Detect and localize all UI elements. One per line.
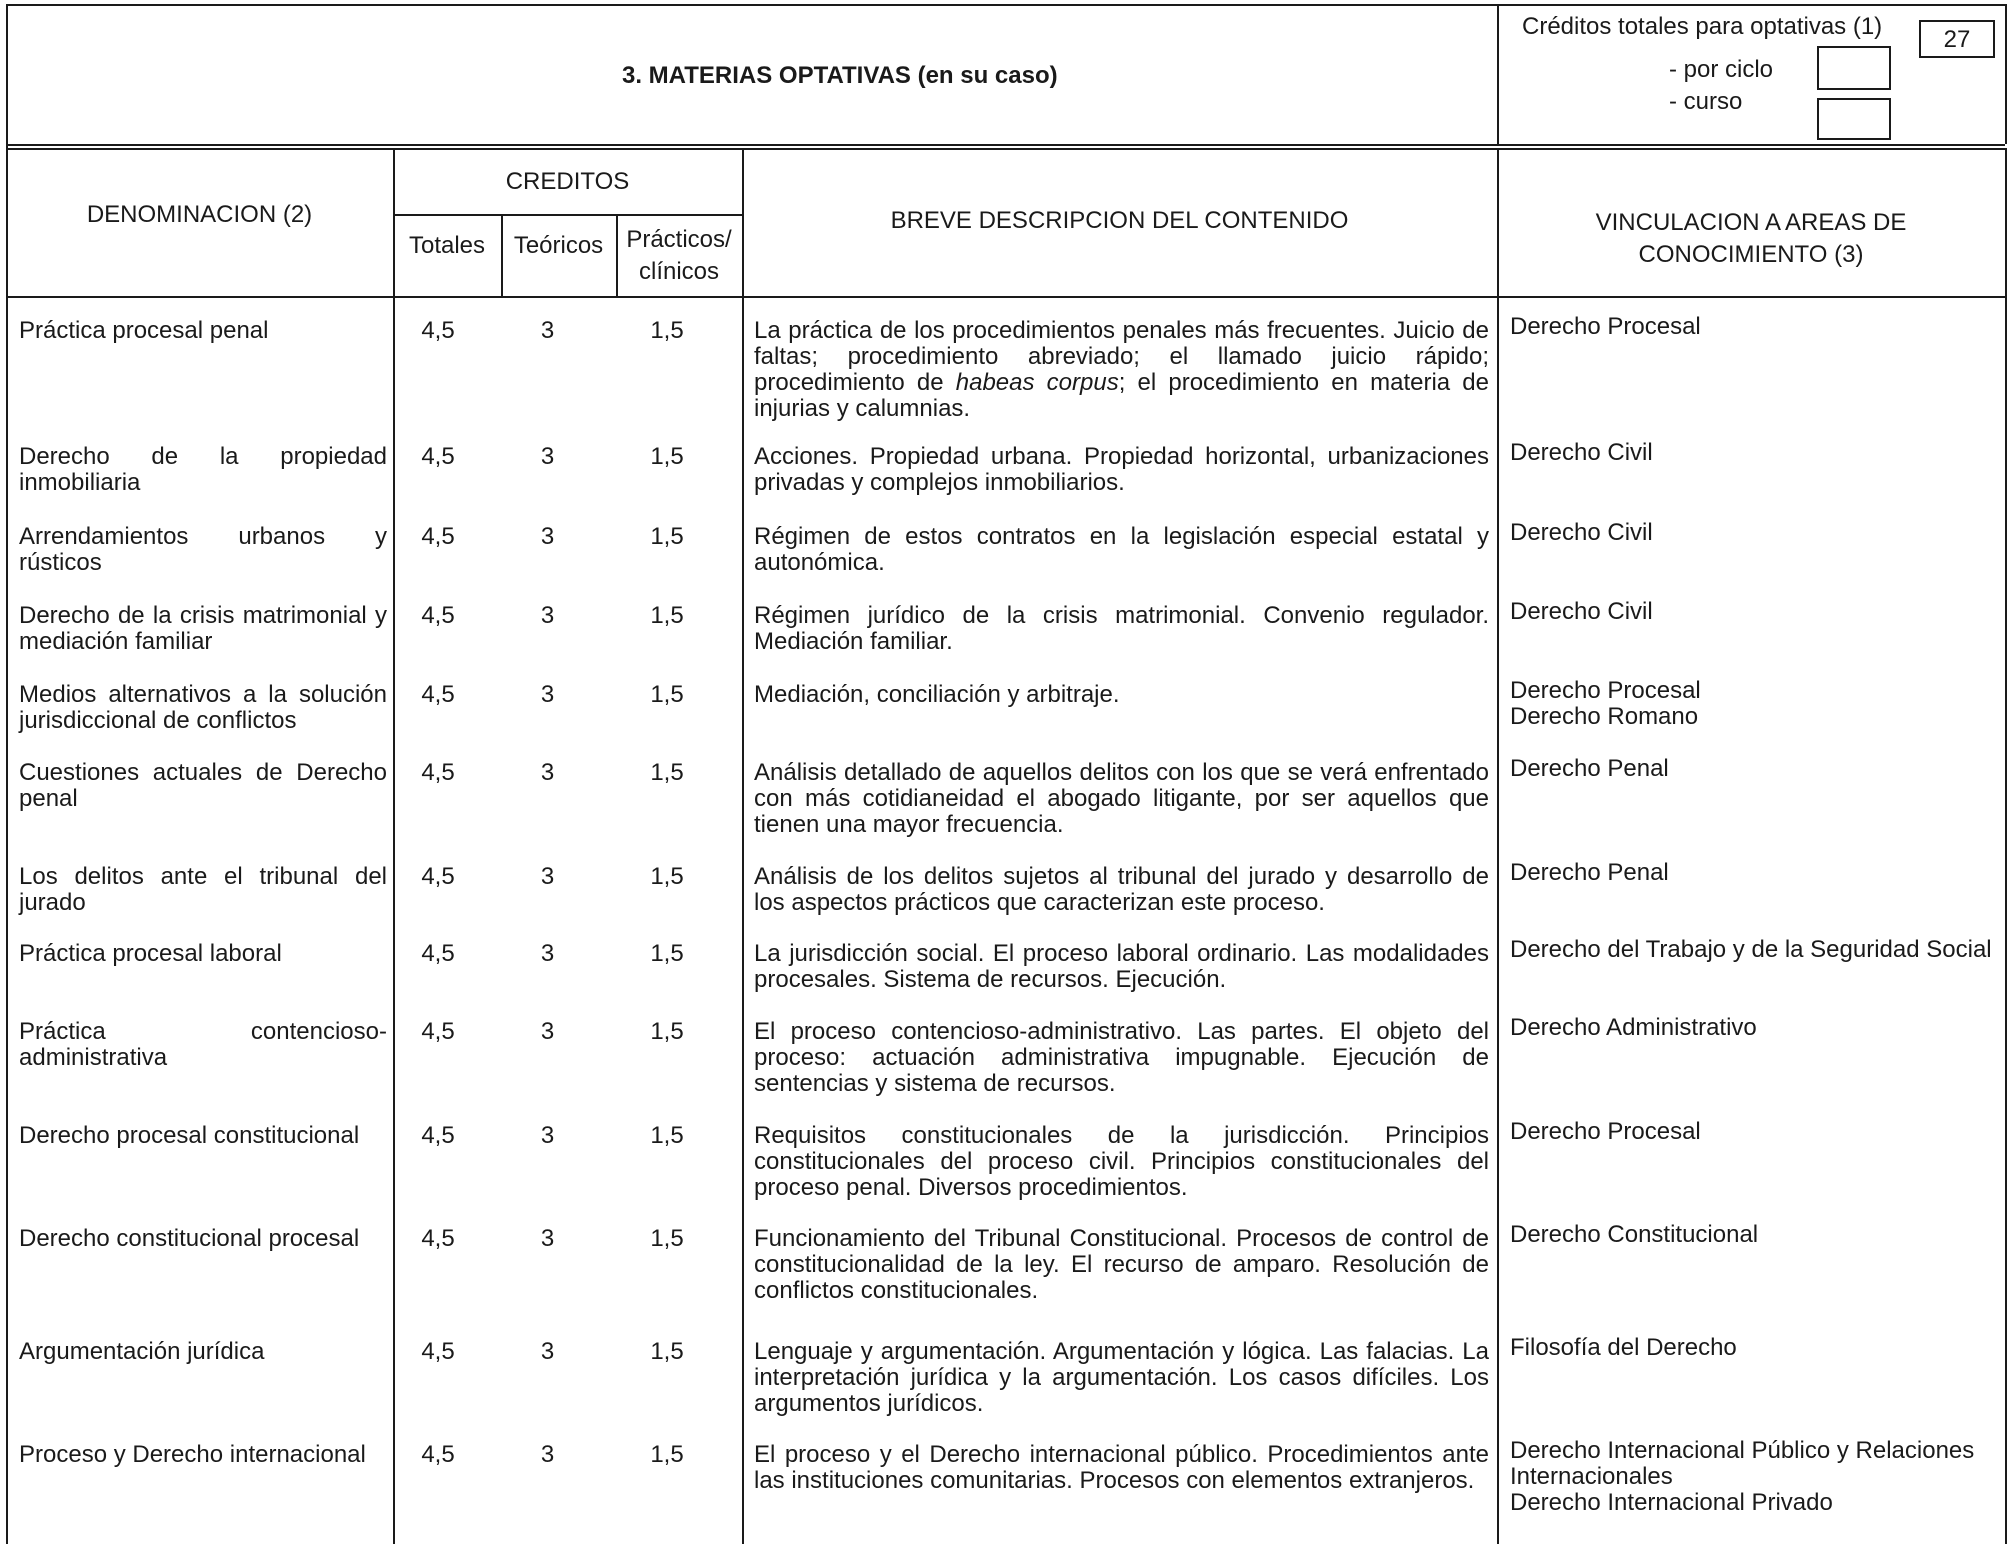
row-area <box>1510 678 2002 730</box>
row-name: Medios alternativos a la solución jurisdiccional de conflictos <box>19 681 387 734</box>
row-totales: 4,5 <box>421 1225 455 1252</box>
row-totales: 4,5 <box>421 759 455 786</box>
row-area <box>1510 1119 2002 1145</box>
row-area <box>1510 599 2002 625</box>
row-practicos: 1,5 <box>650 317 684 344</box>
row-name: Derecho constitucional procesal <box>19 1225 360 1252</box>
row-area <box>1510 860 2002 886</box>
row-practicos: 1,5 <box>650 1441 684 1468</box>
row-practicos: 1,5 <box>650 443 684 470</box>
row-practicos: 1,5 <box>650 523 684 550</box>
creditos-subheader-line <box>393 214 742 216</box>
row-description: Funcionamiento del Tribunal Constitucional. Procesos de control de constitucionalidad de la ley. El recurso de amparo. Resolución de conflictos constitucionales. <box>754 1225 1489 1304</box>
row-totales: 4,5 <box>421 1122 455 1149</box>
row-teoricos: 3 <box>540 1441 555 1468</box>
row-name: Argumentación jurídica <box>19 1338 265 1365</box>
area-item: Derecho Civil <box>1510 519 1653 546</box>
area-item: Derecho Internacional Privado <box>1510 1489 1833 1516</box>
row-description: La jurisdicción social. El proceso laboral ordinario. Las modalidades procesales. Sistema de recursos. Ejecución. <box>754 940 1489 993</box>
header-teoricos: Teóricos <box>513 232 604 259</box>
header-creditos: CREDITOS <box>505 168 630 195</box>
row-area <box>1510 520 2002 546</box>
per-cycle-label: - por ciclo <box>1669 56 1774 83</box>
right-border-top <box>2005 4 2007 144</box>
column-header-top-border <box>6 148 2005 150</box>
row-description: Análisis detallado de aquellos delitos con los que se verá enfrentado con más cotidianeidad el abogado litigante, por ser aquellos que tienen una mayor frecuencia. <box>754 759 1489 838</box>
row-description-part: ; el procedimiento en materia de injurias y calumnias. <box>754 369 1489 422</box>
row-description: Análisis de los delitos sujetos al tribunal del jurado y desarrollo de los aspectos prácticos que caracterizan este proceso. <box>754 863 1489 916</box>
row-name: Derecho de la propiedad inmobiliaria <box>19 443 387 496</box>
row-totales: 4,5 <box>421 681 455 708</box>
row-description <box>754 318 1489 422</box>
header-practicos-line2: clínicos <box>638 258 720 285</box>
row-teoricos: 3 <box>540 317 555 344</box>
area-item: Derecho Civil <box>1510 598 1653 625</box>
right-border-body <box>2005 296 2007 1544</box>
total-credits-label: Créditos totales para optativas (1) <box>1522 13 1883 40</box>
row-totales: 4,5 <box>421 602 455 629</box>
row-description-italic: habeas corpus <box>955 369 1119 396</box>
row-description: Mediación, conciliación y arbitraje. <box>754 681 1120 708</box>
right-border-header <box>2005 148 2007 296</box>
row-teoricos: 3 <box>540 1018 555 1045</box>
per-course-label: - curso <box>1669 88 1743 115</box>
area-item: Derecho Penal <box>1510 755 1669 782</box>
header-bottom-border <box>6 144 2005 146</box>
row-teoricos: 3 <box>540 443 555 470</box>
row-area <box>1510 1335 2002 1361</box>
row-teoricos: 3 <box>540 863 555 890</box>
row-totales: 4,5 <box>421 317 455 344</box>
row-practicos: 1,5 <box>650 1225 684 1252</box>
column-header-bottom-border <box>6 296 2005 298</box>
row-description: El proceso y el Derecho internacional público. Procedimientos ante las instituciones comunitarias. Procesos con elementos extranjeros. <box>754 1441 1489 1494</box>
row-name: Práctica contencioso-administrativa <box>19 1018 387 1071</box>
section-title: 3. MATERIAS OPTATIVAS (en su caso) <box>622 62 1058 89</box>
header-divider <box>1497 4 1499 144</box>
total-credits-value: 27 <box>1943 26 1971 53</box>
per-cycle-box <box>1817 46 1891 90</box>
area-item: Derecho Internacional Público y Relaciones Internacionales <box>1510 1437 1975 1490</box>
row-name: Proceso y Derecho internacional <box>19 1441 366 1468</box>
row-totales: 4,5 <box>421 1338 455 1365</box>
left-border <box>6 4 8 1544</box>
row-totales: 4,5 <box>421 523 455 550</box>
row-totales: 4,5 <box>421 940 455 967</box>
row-teoricos: 3 <box>540 523 555 550</box>
row-area <box>1510 937 2002 963</box>
area-item: Derecho Procesal <box>1510 1118 1701 1145</box>
col-divider-1 <box>393 148 395 1544</box>
row-name: Práctica procesal laboral <box>19 940 282 967</box>
row-area <box>1510 314 2002 340</box>
area-item: Derecho Romano <box>1510 703 1699 730</box>
row-teoricos: 3 <box>540 1225 555 1252</box>
row-name: Derecho procesal constitucional <box>19 1122 360 1149</box>
row-totales: 4,5 <box>421 443 455 470</box>
row-practicos: 1,5 <box>650 863 684 890</box>
header-descripcion: BREVE DESCRIPCION DEL CONTENIDO <box>890 207 1349 234</box>
row-description: Requisitos constitucionales de la jurisdicción. Principios constitucionales del proceso civil. Principios constitucionales del proceso penal. Diversos procedimientos. <box>754 1122 1489 1201</box>
area-item: Derecho Procesal <box>1510 313 1701 340</box>
area-item: Derecho Administrativo <box>1510 1014 1757 1041</box>
area-item: Derecho Constitucional <box>1510 1221 1759 1248</box>
area-item: Derecho Procesal <box>1510 677 1701 704</box>
row-practicos: 1,5 <box>650 1018 684 1045</box>
header-vinculacion-line2: CONOCIMIENTO (3) <box>1638 241 1864 268</box>
header-totales: Totales <box>408 232 486 259</box>
row-practicos: 1,5 <box>650 1338 684 1365</box>
row-area <box>1510 1438 2002 1516</box>
row-practicos: 1,5 <box>650 681 684 708</box>
row-description-part: La práctica de los procedimientos penales más frecuentes. Juicio de faltas; procedimiento abreviado; el llamado juicio rápido; procedimiento de <box>754 317 1489 396</box>
row-teoricos: 3 <box>540 759 555 786</box>
row-totales: 4,5 <box>421 1018 455 1045</box>
row-area <box>1510 1015 2002 1041</box>
row-practicos: 1,5 <box>650 1122 684 1149</box>
row-description: Régimen jurídico de la crisis matrimonial. Convenio regulador. Mediación familiar. <box>754 602 1489 655</box>
row-practicos: 1,5 <box>650 602 684 629</box>
col-divider-5 <box>1497 148 1499 1544</box>
row-teoricos: 3 <box>540 681 555 708</box>
row-area <box>1510 756 2002 782</box>
area-item: Derecho Civil <box>1510 439 1653 466</box>
row-totales: 4,5 <box>421 1441 455 1468</box>
row-description: Régimen de estos contratos en la legislación especial estatal y autonómica. <box>754 523 1489 576</box>
header-vinculacion-line1: VINCULACION A AREAS DE <box>1595 209 1907 236</box>
col-divider-4 <box>742 148 744 1544</box>
row-teoricos: 3 <box>540 1122 555 1149</box>
row-name: Derecho de la crisis matrimonial y mediación familiar <box>19 602 387 655</box>
row-description: Acciones. Propiedad urbana. Propiedad horizontal, urbanizaciones privadas y complejos inmobiliarios. <box>754 443 1489 496</box>
row-practicos: 1,5 <box>650 940 684 967</box>
header-practicos-line1: Prácticos/ <box>626 226 732 253</box>
row-name: Práctica procesal penal <box>19 317 269 344</box>
row-name: Los delitos ante el tribunal del jurado <box>19 863 387 916</box>
row-teoricos: 3 <box>540 602 555 629</box>
area-item: Derecho del Trabajo y de la Seguridad Social <box>1510 936 1992 963</box>
row-area <box>1510 1222 2002 1248</box>
row-area <box>1510 440 2002 466</box>
row-name: Cuestiones actuales de Derecho penal <box>19 759 387 812</box>
row-description: Lenguaje y argumentación. Argumentación y lógica. Las falacias. La interpretación jurídica y la argumentación. Los casos difíciles. Los argumentos jurídicos. <box>754 1338 1489 1417</box>
area-item: Derecho Penal <box>1510 859 1669 886</box>
area-item: Filosofía del Derecho <box>1510 1334 1737 1361</box>
row-totales: 4,5 <box>421 863 455 890</box>
row-teoricos: 3 <box>540 1338 555 1365</box>
row-name: Arrendamientos urbanos y rústicos <box>19 523 387 576</box>
header-denominacion: DENOMINACION (2) <box>86 201 313 228</box>
per-course-box <box>1817 98 1891 140</box>
row-description: El proceso contencioso-administrativo. Las partes. El objeto del proceso: actuación administrativa impugnable. Ejecución de sentencias y sistema de recursos. <box>754 1018 1489 1097</box>
top-border <box>6 4 2005 6</box>
row-practicos: 1,5 <box>650 759 684 786</box>
row-teoricos: 3 <box>540 940 555 967</box>
